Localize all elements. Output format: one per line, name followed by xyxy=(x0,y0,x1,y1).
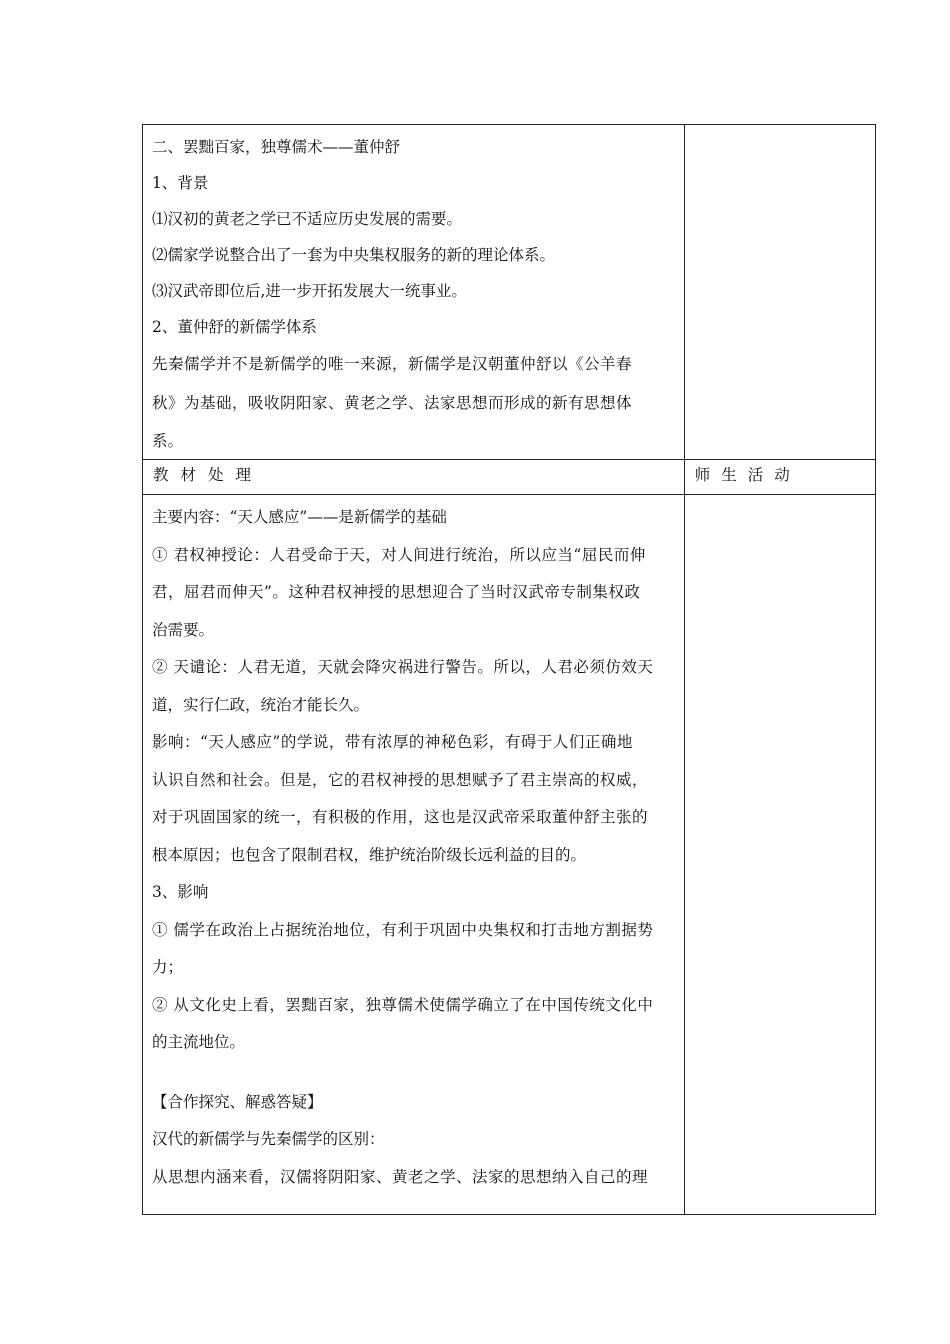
side-activity-cell xyxy=(684,125,875,460)
paragraph-line: ② 从文化史上看，罢黜百家，独尊儒术使儒学确立了在中国传统文化中 xyxy=(152,995,654,1014)
cooperative-inquiry-heading: 【合作探究、解惑答疑】 xyxy=(152,1092,323,1111)
background-point-1: ⑴汉初的黄老之学已不适应历史发展的需要。 xyxy=(152,210,463,228)
paragraph-line: 秋》为基础，吸收阴阳家、黄老之学、法家思想而形成的新有思想体 xyxy=(152,393,633,412)
header-side-label: 师生活动 xyxy=(694,466,801,484)
lesson-plan-table xyxy=(142,124,876,1215)
subheading-background: 1、背景 xyxy=(152,174,209,192)
paragraph-line: ① 君权神授论：人君受命于天，对人间进行统治，所以应当“屈民而伸 xyxy=(152,545,646,564)
header-cell-side xyxy=(684,460,875,495)
paragraph-line: 对于巩固国家的统一，有积极的作用，这也是汉武帝采取董仲舒主张的 xyxy=(152,808,649,826)
main-content-cell xyxy=(143,495,685,1215)
section-row-ideology xyxy=(143,125,876,460)
paragraph-line: 力； xyxy=(152,958,184,976)
paragraph-line: ① 儒学在政治上占据统治地位，有利于巩固中央集权和打击地方割据势 xyxy=(152,920,654,939)
section-row-content xyxy=(143,495,876,1215)
background-point-2: ⑵儒家学说整合出了一套为中央集权服务的新的理论体系。 xyxy=(152,246,556,264)
paragraph-line: 道，实行仁政，统治才能长久。 xyxy=(152,695,370,714)
main-content-cell xyxy=(143,125,685,460)
paragraph-line: 治需要。 xyxy=(152,620,215,639)
main-content-line: 主要内容：“天人感应”——是新儒学的基础 xyxy=(152,508,447,526)
paragraph-line: 系。 xyxy=(152,432,184,450)
section-heading: 二、罢黜百家，独尊儒术——董仲舒 xyxy=(152,138,401,156)
side-activity-cell xyxy=(684,495,875,1215)
background-point-3: ⑶汉武帝即位后,进一步开拓发展大一统事业。 xyxy=(152,282,467,300)
paragraph-line: 的主流地位。 xyxy=(152,1033,246,1051)
paragraph-line: 影响：“天人感应”的学说，带有浓厚的神秘色彩，有碍于人们正确地 xyxy=(152,733,633,751)
paragraph-line: 根本原因；也包含了限制君权，维护统治阶级长远利益的目的。 xyxy=(152,845,587,864)
paragraph-line: ② 天谴论：人君无道，天就会降灾祸进行警告。所以，人君必须仿效天 xyxy=(152,658,654,676)
header-main-label: 教材处理 xyxy=(153,466,264,484)
subheading-influence: 3、影响 xyxy=(152,883,209,901)
header-cell-main xyxy=(143,460,685,495)
subheading-new-confucianism: 2、董仲舒的新儒学体系 xyxy=(152,318,317,336)
paragraph-line: 认识自然和社会。但是，它的君权神授的思想赋予了君主崇高的权威， xyxy=(152,770,649,789)
paragraph-line: 君，屈君而伸天”。这种君权神授的思想迎合了当时汉武帝专制集权政 xyxy=(152,583,641,601)
paragraph-line: 汉代的新儒学与先秦儒学的区别： xyxy=(152,1130,385,1148)
paragraph-line: 从思想内涵来看，汉儒将阴阳家、黄老之学、法家的思想纳入自己的理 xyxy=(152,1167,649,1186)
blank-line xyxy=(152,1062,676,1084)
paragraph-line: 先秦儒学并不是新儒学的唯一来源，新儒学是汉朝董仲舒以《公羊春 xyxy=(152,355,633,373)
header-row xyxy=(143,460,876,495)
